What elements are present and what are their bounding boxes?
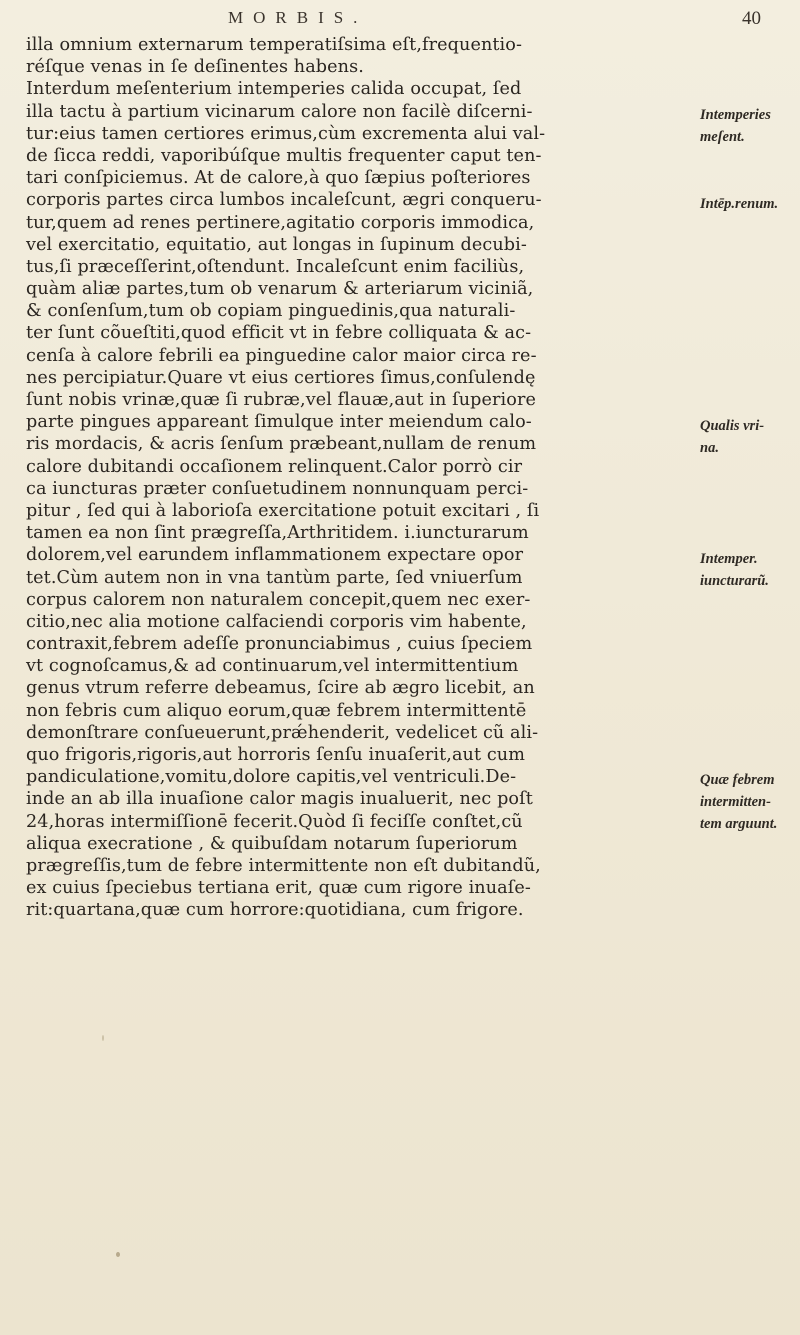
ink-spot — [116, 1252, 120, 1257]
margin-note: Intemperies — [700, 107, 771, 123]
text-line: & conſenſum,tum ob copiam pinguedinis,qua naturali- — [26, 301, 516, 322]
text-line: ex cuius ſpeciebus tertiana erit, quæ cum rigore inuaſe- — [26, 878, 531, 899]
text-line: aliqua execratione , & quibuſdam notarum ſuperiorum — [26, 833, 518, 854]
text-line: pitur , ſed qui à laborioſa exercitatione potuit excitari , ſi — [26, 500, 540, 521]
text-line: illa omnium externarum temperatiſsima eſt,frequentio- — [26, 35, 523, 55]
text-line: calore dubitandi occaſionem relinquent.Calor porrò cir — [26, 456, 523, 477]
text-line: vt cognoſcamus,& ad continuarum,vel intermittentium — [26, 656, 519, 677]
text-line: rit:quartana,quæ cum horrore:quotidiana, cum frigore. — [26, 900, 524, 921]
text-line: dolorem,vel earundem inflammationem expectare opor — [26, 545, 524, 566]
text-line: corporis partes circa lumbos incaleſcunt, ægri conqueru- — [26, 190, 542, 211]
text-line: pandiculatione,vomitu,dolore capitis,vel ventriculi.De- — [26, 767, 517, 788]
text-line: tari conſpiciemus. At de calore,à quo ſæpius poſteriores — [26, 168, 531, 189]
text-line: tur,quem ad renes pertinere,agitatio corporis immodica, — [26, 212, 535, 233]
text-line: tamen ea non ſint prægreſſa,Arthritidem. i.iuncturarum — [26, 523, 529, 544]
text-line: ter ſunt cõueſtiti,quod efficit vt in febre colliquata & ac- — [26, 323, 532, 344]
text-line: vel exercitatio, equitatio, aut longas in ſupinum decubi- — [26, 234, 527, 255]
ink-spot — [734, 780, 737, 783]
text-line: illa tactu à partium vicinarum calore non facilè diſcerni- — [26, 101, 533, 122]
margin-note: Intēp.renum. — [700, 196, 779, 212]
text-line: nes percipiatur.Quare vt eius certiores ſimus,conſulendę — [26, 367, 536, 388]
text-line: réſque venas in ſe deſinentes habens. — [26, 57, 364, 78]
text-line: tus,ſi præceſſerint,oſtendunt. Incaleſcunt enim faciliùs, — [26, 256, 525, 277]
text-line: ris mordacis, & acris ſenſum præbeant,nullam de renum — [26, 434, 537, 455]
text-line: tet.Cùm autem non in vna tantùm parte, ſed vniuerſum — [26, 567, 523, 588]
text-line: ca iuncturas præter conſuetudinem nonnunquam perci- — [26, 478, 529, 499]
text-line: cenſa à calore febrili ea pinguedine calor maior circa re- — [26, 345, 537, 366]
text-line: non febris cum aliquo eorum,quæ febrem intermittentē — [26, 700, 527, 721]
margin-note: tem arguunt. — [700, 816, 778, 832]
margin-note: Intemper. — [700, 551, 758, 567]
text-line: citio,nec alia motione calfaciendi corporis vim habente, — [26, 611, 527, 632]
text-line: Interdum meſenterium intemperies calida occupat, ſed — [26, 79, 522, 100]
text-line: quo frigoris,rigoris,aut horroris ſenſu inuaſerit,aut cum — [26, 745, 526, 765]
ink-spot — [102, 1035, 104, 1041]
text-line: demonſtrare conſueuerunt,prǽhenderit, vedelicet cũ ali- — [26, 722, 539, 743]
text-line: parte pingues appareant ſimulque inter meiendum calo- — [26, 412, 532, 433]
text-line: quàm aliæ partes,tum ob venarum & arteriarum viciniã, — [26, 279, 534, 300]
text-line: contraxit,febrem adeſſe pronunciabimus , cuius ſpeciem — [26, 634, 533, 655]
text-line: ſunt nobis vrinæ,quæ ſi rubræ,vel flauæ,aut in ſuperiore — [26, 390, 536, 410]
text-line: corpus calorem non naturalem concepit,quem nec exer- — [26, 589, 531, 610]
text-line: inde an ab illa inuaſione calor magis inualuerit, nec poſt — [26, 789, 533, 810]
margin-note: intermitten- — [700, 794, 771, 810]
running-head: MORBIS. — [228, 8, 368, 27]
text-line: prægreſſis,tum de febre intermittente non eſt dubitandũ, — [26, 855, 541, 876]
margin-note: na. — [700, 440, 719, 456]
page-number: 40 — [742, 8, 761, 29]
margin-note: Qualis vri- — [700, 418, 765, 434]
body-text — [26, 34, 706, 922]
text-line: genus vtrum referre debeamus, ſcire ab ægro licebit, an — [26, 678, 535, 699]
text-line: tur:eius tamen certiores erimus,cùm excrementa alui val- — [26, 123, 546, 144]
margin-note: Quæ febrem — [700, 772, 775, 788]
text-line: de ſicca reddi, vaporibúſque multis frequenter caput ten- — [26, 145, 542, 166]
margin-note: iuncturarũ. — [700, 573, 769, 589]
margin-note: meſent. — [700, 129, 745, 145]
text-line: 24,horas intermiſſionē fecerit.Quòd ſi feciſſe conſtet,cũ — [26, 811, 523, 832]
